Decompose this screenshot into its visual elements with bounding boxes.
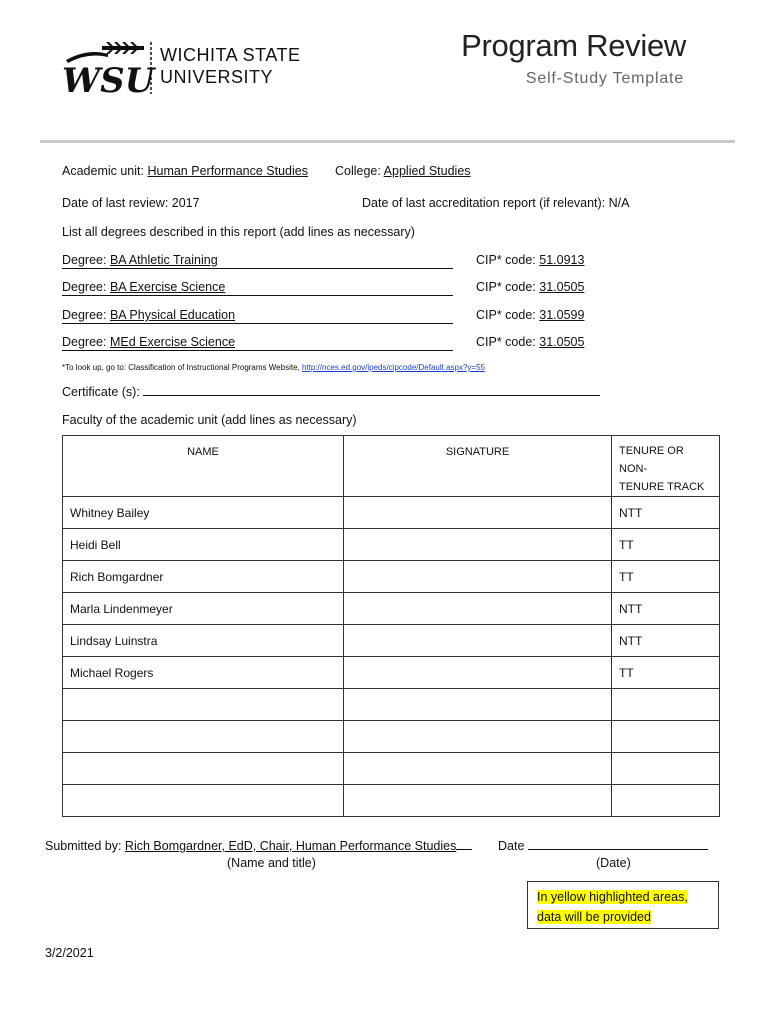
degree-name: BA Exercise Science [109, 280, 226, 294]
faculty-tenure [612, 785, 720, 817]
table-row [63, 561, 720, 593]
table-row [63, 625, 720, 657]
last-accreditation-field: Date of last accreditation report (if relevant): N/A [362, 196, 630, 210]
faculty-tenure: NTT [612, 497, 720, 529]
header-divider [40, 140, 735, 143]
faculty-table [62, 435, 720, 817]
cip-note: *To look up, go to: Classification of Instructional Programs Website, http://nces.ed.gov/ipeds/cipcode/Default.aspx?y=55 [62, 363, 485, 372]
faculty-name: Lindsay Luinstra [63, 625, 344, 657]
page-subtitle: Self-Study Template [525, 70, 684, 87]
highlight-note-box [527, 881, 719, 929]
faculty-signature [344, 625, 612, 657]
highlight-note-line2: data will be provided [537, 910, 651, 924]
faculty-name [63, 721, 344, 753]
cip-code-4: CIP* code: 31.0505 [476, 335, 585, 349]
degrees-instruction: List all degrees described in this report (add lines as necessary) [62, 225, 415, 239]
faculty-name: Rich Bomgardner [63, 561, 344, 593]
degree-name: BA Physical Education [109, 308, 236, 322]
faculty-signature [344, 721, 612, 753]
wheat-icon [66, 42, 144, 63]
faculty-tenure: TT [612, 657, 720, 689]
faculty-signature [344, 657, 612, 689]
table-row [63, 529, 720, 561]
faculty-tenure: TT [612, 561, 720, 593]
name-title-caption: (Name and title) [227, 856, 316, 870]
last-review-value: 2017 [171, 196, 200, 210]
column-header-name: NAME [63, 436, 344, 497]
submitted-by-value: Rich Bomgardner, EdD, Chair, Human Performance Studies [124, 839, 457, 853]
college-value: Applied Studies [383, 164, 471, 178]
faculty-signature [344, 753, 612, 785]
faculty-tenure [612, 721, 720, 753]
faculty-name [63, 785, 344, 817]
certificate-field: Certificate (s): [62, 385, 600, 399]
cip-code-1: CIP* code: 51.0913 [476, 253, 585, 267]
table-row [63, 657, 720, 689]
university-name-line2: UNIVERSITY [160, 67, 274, 87]
last-review-field: Date of last review: 2017 [62, 196, 200, 210]
table-row [63, 689, 720, 721]
date-blank-line [528, 849, 708, 850]
academic-unit-field: Academic unit: Human Performance Studies [62, 164, 308, 178]
table-row [63, 593, 720, 625]
degree-line-3: Degree: BA Physical Education [62, 308, 453, 324]
submitted-by-field: Submitted by: Rich Bomgardner, EdD, Chair, Human Performance Studies [45, 839, 472, 853]
date-caption: (Date) [596, 856, 631, 870]
faculty-signature [344, 529, 612, 561]
faculty-signature [344, 785, 612, 817]
faculty-name: Michael Rogers [63, 657, 344, 689]
faculty-tenure: TT [612, 529, 720, 561]
faculty-name [63, 753, 344, 785]
faculty-name: Whitney Bailey [63, 497, 344, 529]
faculty-signature [344, 689, 612, 721]
page-date: 3/2/2021 [45, 946, 94, 960]
faculty-name: Heidi Bell [63, 529, 344, 561]
academic-unit-value: Human Performance Studies [147, 164, 308, 178]
column-header-signature: SIGNATURE [344, 436, 612, 497]
date-field: Date [498, 839, 708, 853]
faculty-name: Marla Lindenmeyer [63, 593, 344, 625]
faculty-signature [344, 497, 612, 529]
page-title: Program Review [461, 28, 686, 63]
faculty-signature [344, 593, 612, 625]
faculty-name [63, 689, 344, 721]
university-name-line1: WICHITA STATE [160, 45, 301, 65]
cip-website-link[interactable]: http://nces.ed.gov/ipeds/cipcode/Default.aspx?y=55 [301, 363, 485, 372]
cip-code-3: CIP* code: 31.0599 [476, 308, 585, 322]
table-row [63, 497, 720, 529]
highlight-note-line1: In yellow highlighted areas, [537, 890, 688, 904]
faculty-tenure: NTT [612, 593, 720, 625]
table-row [63, 721, 720, 753]
column-header-tenure: TENURE OR NON- TENURE TRACK [612, 436, 720, 497]
faculty-signature [344, 561, 612, 593]
table-row [63, 785, 720, 817]
faculty-tenure [612, 689, 720, 721]
last-accreditation-value: N/A [608, 196, 630, 210]
college-field: College: Applied Studies [335, 164, 471, 178]
faculty-tenure [612, 753, 720, 785]
degree-name: MEd Exercise Science [109, 335, 236, 349]
certificate-blank-line [143, 395, 600, 396]
wsu-monogram: WSU [62, 61, 155, 101]
faculty-tenure: NTT [612, 625, 720, 657]
cip-code-2: CIP* code: 31.0505 [476, 280, 585, 294]
wsu-logo [58, 40, 308, 102]
faculty-instruction: Faculty of the academic unit (add lines as necessary) [62, 413, 357, 427]
degree-line-1: Degree: BA Athletic Training [62, 253, 453, 269]
degree-line-4: Degree: MEd Exercise Science [62, 335, 453, 351]
table-row [63, 753, 720, 785]
degree-line-2: Degree: BA Exercise Science [62, 280, 453, 296]
table-header-row [63, 436, 720, 497]
degree-name: BA Athletic Training [109, 253, 218, 267]
